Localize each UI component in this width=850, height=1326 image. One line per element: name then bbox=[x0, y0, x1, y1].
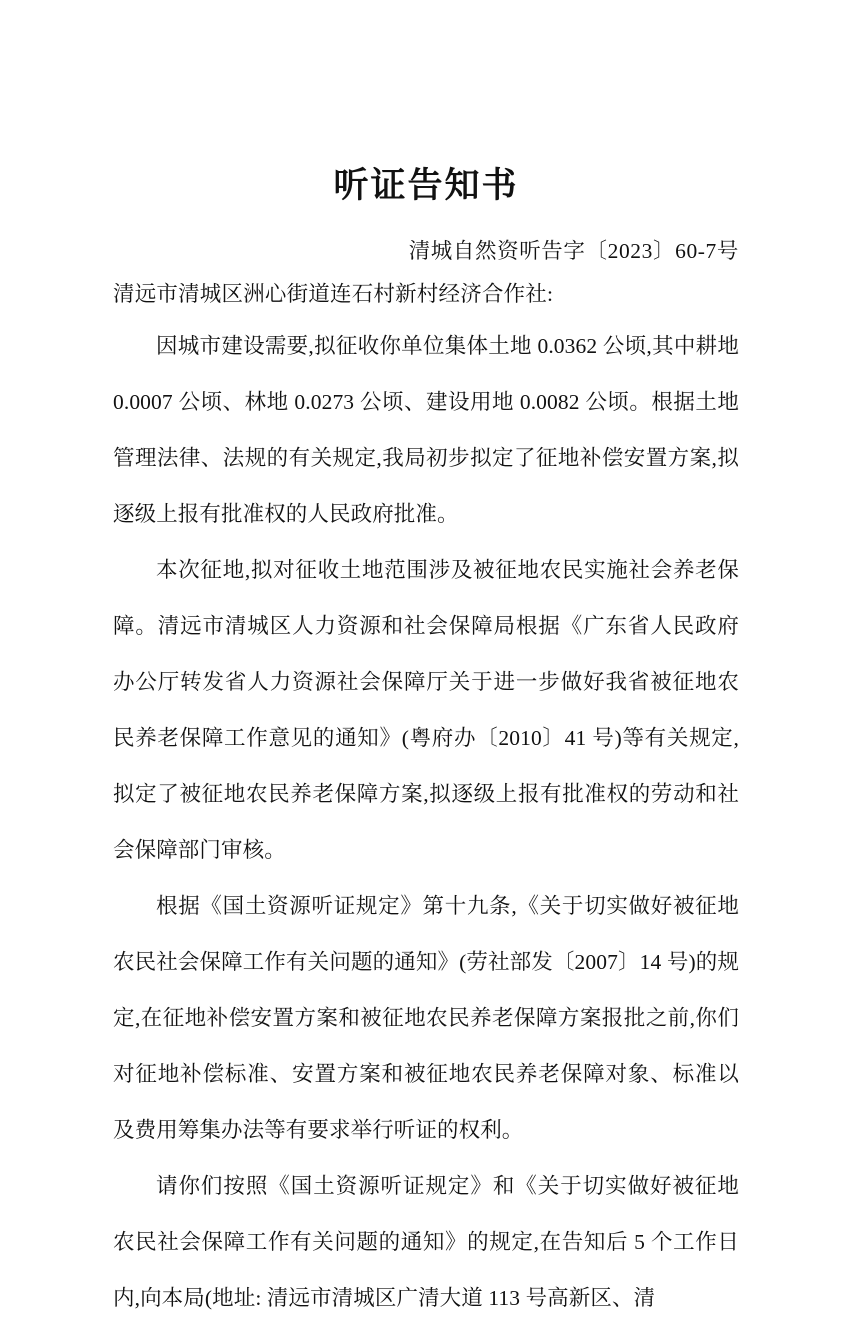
page-title: 听证告知书 bbox=[333, 166, 519, 205]
paragraph-hearing-rights: 根据《国土资源听证规定》第十九条,《关于切实做好被征地农民社会保障工作有关问题的通知》(劳社部发〔2007〕14 号)的规定,在征地补偿安置方案和被征地农民养老保障方案报批之前,你们对征地补偿标准、安置方案和被征地农民养老保障对象、标准以及费用筹集办法等有要求举行听证的权利。 bbox=[113, 893, 739, 1142]
paragraph-social-security: 本次征地,拟对征收土地范围涉及被征地农民实施社会养老保障。清远市清城区人力资源和社会保障局根据《广东省人民政府办公厅转发省人力资源社会保障厅关于进一步做好我省被征地农民养老保障工作意见的通知》(粤府办〔2010〕41 号)等有关规定,拟定了被征地农民养老保障方案,拟逐级上报有批准权的劳动和社会保障部门审核。 bbox=[113, 557, 739, 862]
paragraph-land-acquisition: 因城市建设需要,拟征收你单位集体土地 0.0362 公顷,其中耕地 0.0007 公顷、林地 0.0273 公顷、建设用地 0.0082 公顷。根据土地管理法律、法规的有关规定,我局初步拟定了征地补偿安置方案,拟逐级上报有批准权的人民政府批准。 bbox=[113, 333, 739, 526]
document-body bbox=[113, 0, 739, 1326]
document-number: 清城自然资听告字〔2023〕60-7号 bbox=[408, 239, 739, 263]
paragraph-hearing-request: 请你们按照《国土资源听证规定》和《关于切实做好被征地农民社会保障工作有关问题的通知》的规定,在告知后 5 个工作日内,向本局(地址: 清远市清城区广清大道 113 号高新区、清 bbox=[113, 1173, 739, 1310]
addressee-line: 清远市清城区洲心街道连石村新村经济合作社: bbox=[113, 281, 554, 306]
